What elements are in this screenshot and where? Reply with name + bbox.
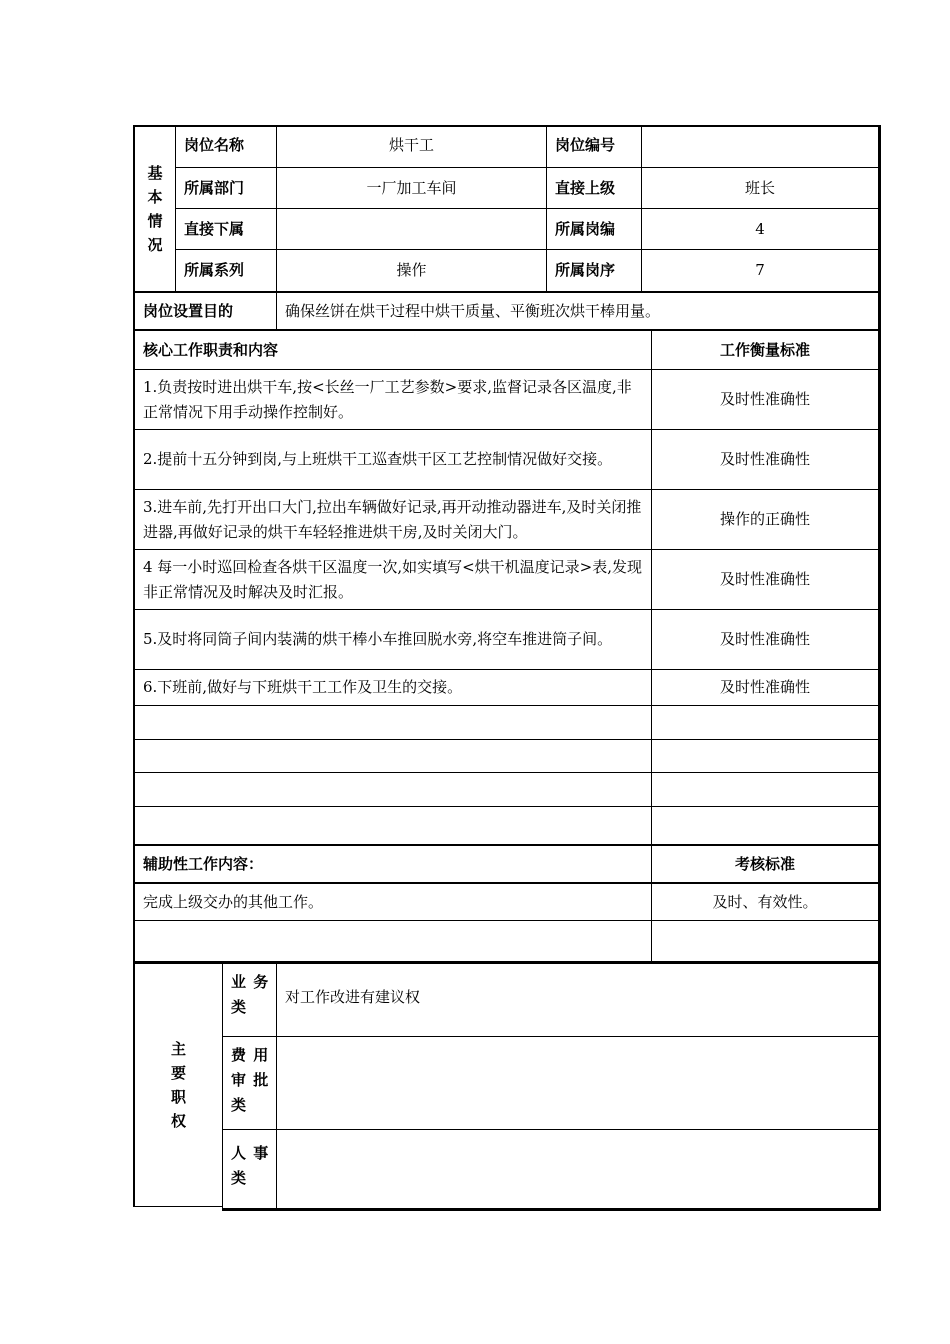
business-label: 业 务类 — [231, 973, 270, 1016]
supervisor-label: 直接上级 — [555, 178, 616, 197]
duty-standard-3: 操作的正确性 — [719, 510, 810, 528]
personnel-label: 人 事类 — [231, 1144, 270, 1187]
expense-label: 费 用审 批类 — [231, 1046, 270, 1114]
department-label: 所属部门 — [184, 178, 245, 197]
business-value: 对工作改进有建议权 — [285, 988, 421, 1006]
duty-standard-1: 及时性准确性 — [719, 390, 810, 408]
position-no-value — [642, 127, 878, 163]
duty-standard-2: 及时性准确性 — [719, 450, 810, 468]
auxiliary-standard-header: 考核标准 — [734, 854, 795, 873]
subordinate-value — [277, 209, 546, 249]
department-value: 一厂加工车间 — [366, 178, 457, 197]
purpose-label: 岗位设置目的 — [143, 301, 234, 320]
duty-item-4: 4 每一小时巡回检查各烘干区温度一次,如实填写<烘干机温度记录>表,发现非正常情况及时解决及时汇报。 — [143, 557, 642, 601]
auxiliary-standard: 及时、有效性。 — [712, 892, 818, 911]
duty-item-5: 5.及时将同筒子间内装满的烘干棒小车推回脱水旁,将空车推进筒子间。 — [143, 630, 613, 648]
headcount-value: 4 — [755, 219, 765, 238]
core-duties-header: 核心工作职责和内容 — [143, 340, 279, 359]
supervisor-value: 班长 — [744, 178, 775, 197]
duty-standard-5: 及时性准确性 — [719, 630, 810, 648]
duty-standard-4: 及时性准确性 — [719, 570, 810, 588]
job-description-form — [133, 125, 881, 1211]
position-name-label: 岗位名称 — [184, 135, 245, 154]
subordinate-label: 直接下属 — [184, 219, 245, 238]
duty-standard-6: 及时性准确性 — [719, 678, 810, 696]
basic-info-section-label: 基 本 情 况 — [147, 164, 163, 254]
sequence-label: 所属岗序 — [555, 261, 616, 279]
auxiliary-header: 辅助性工作内容： — [143, 854, 264, 873]
duty-item-3: 3.进车前,先打开出口大门,拉出车辆做好记录,再开动推动器进车,及时关闭推进器,再做好记录的烘干车轻轻推进烘干房,及时关闭大门。 — [143, 497, 642, 541]
core-standard-header: 工作衡量标准 — [719, 340, 810, 359]
sequence-value: 7 — [755, 261, 765, 279]
authority-section-label: 主 要 职 权 — [170, 1040, 186, 1130]
duty-item-6: 6.下班前,做好与下班烘干工工作及卫生的交接。 — [143, 678, 463, 696]
position-name-value: 烘干工 — [388, 135, 434, 154]
purpose-value: 确保丝饼在烘干过程中烘干质量、平衡班次烘干棒用量。 — [285, 301, 661, 320]
duty-item-2: 2.提前十五分钟到岗,与上班烘干工巡查烘干区工艺控制情况做好交接。 — [143, 450, 613, 468]
auxiliary-item: 完成上级交办的其他工作。 — [143, 892, 324, 911]
headcount-label: 所属岗编 — [555, 219, 616, 238]
position-no-label: 岗位编号 — [555, 135, 616, 154]
personnel-value — [277, 1130, 877, 1208]
duty-item-1: 1.负责按时进出烘干车,按<长丝一厂工艺参数>要求,监督记录各区温度,非正常情况下用手动操作控制好。 — [143, 377, 632, 421]
series-value: 操作 — [396, 261, 427, 279]
series-label: 所属系列 — [184, 261, 245, 279]
expense-value — [277, 1037, 877, 1129]
